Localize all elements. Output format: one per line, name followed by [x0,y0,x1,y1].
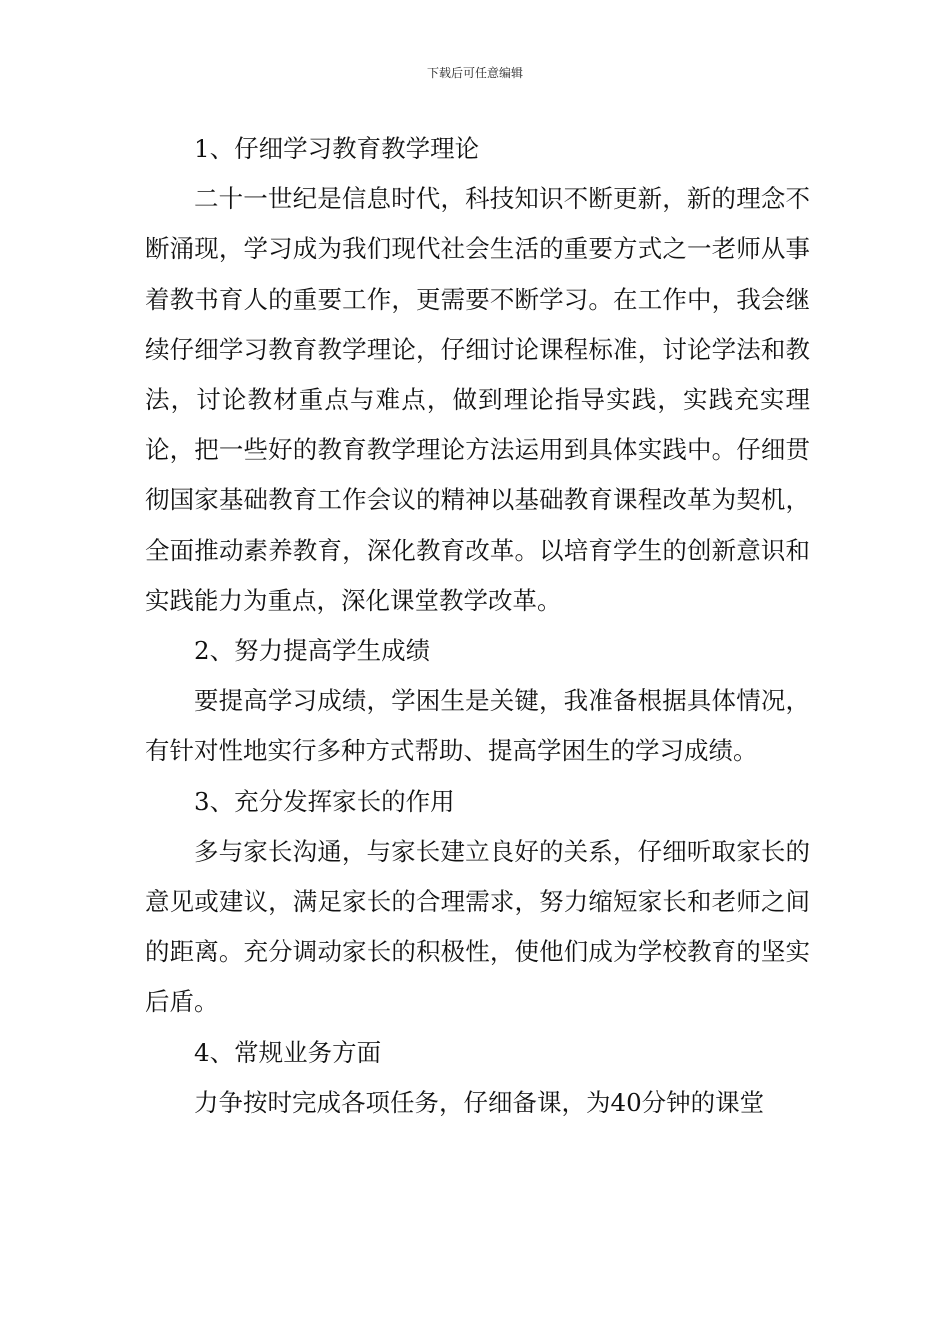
section-heading-3: 3、充分发挥家长的作用 [194,786,455,816]
section-paragraph-3: 多与家长沟通，与家长建立良好的关系，仔细听取家长的意见或建议，满足家长的合理需求，努力缩短家长和老师之间的距离。充分调动家长的积极性，使他们成为学校教育的坚实后盾。 [145,836,810,1017]
section-heading-1: 1、仔细学习教育教学理论 [194,134,480,163]
section-heading-4: 4、常规业务方面 [194,1037,382,1067]
page-header: 下载后可任意编辑 [426,66,523,80]
section-paragraph-4: 力争按时完成各项任务，仔细备课，为40分钟的课堂 [194,1087,765,1117]
section-paragraph-2: 要提高学习成绩，学困生是关键，我准备根据具体情况，有针对性地实行多种方式帮助、提高学困生的学习成绩。 [145,686,810,766]
section-heading-2: 2、努力提高学生成绩 [194,636,431,666]
section-paragraph-1: 二十一世纪是信息时代，科技知识不断更新，新的理念不断涌现，学习成为我们现代社会生活的重要方式之一老师从事着教书育人的重要工作，更需要不断学习。在工作中，我会继续仔细学习教育教学理论，仔细讨论课程标准，讨论学法和教法，讨论教材重点与难点，做到理论指导实践，实践充实理论，把一些好的教育教学理论方法运用到具体实践中。仔细贯彻国家基础教育工作会议的精神以基础教育课程改革为契机，全面推动素养教育，深化教育改革。以培育学生的创新意识和实践能力为重点，深化课堂教学改革。 [145,184,810,615]
document-body [145,124,810,1128]
